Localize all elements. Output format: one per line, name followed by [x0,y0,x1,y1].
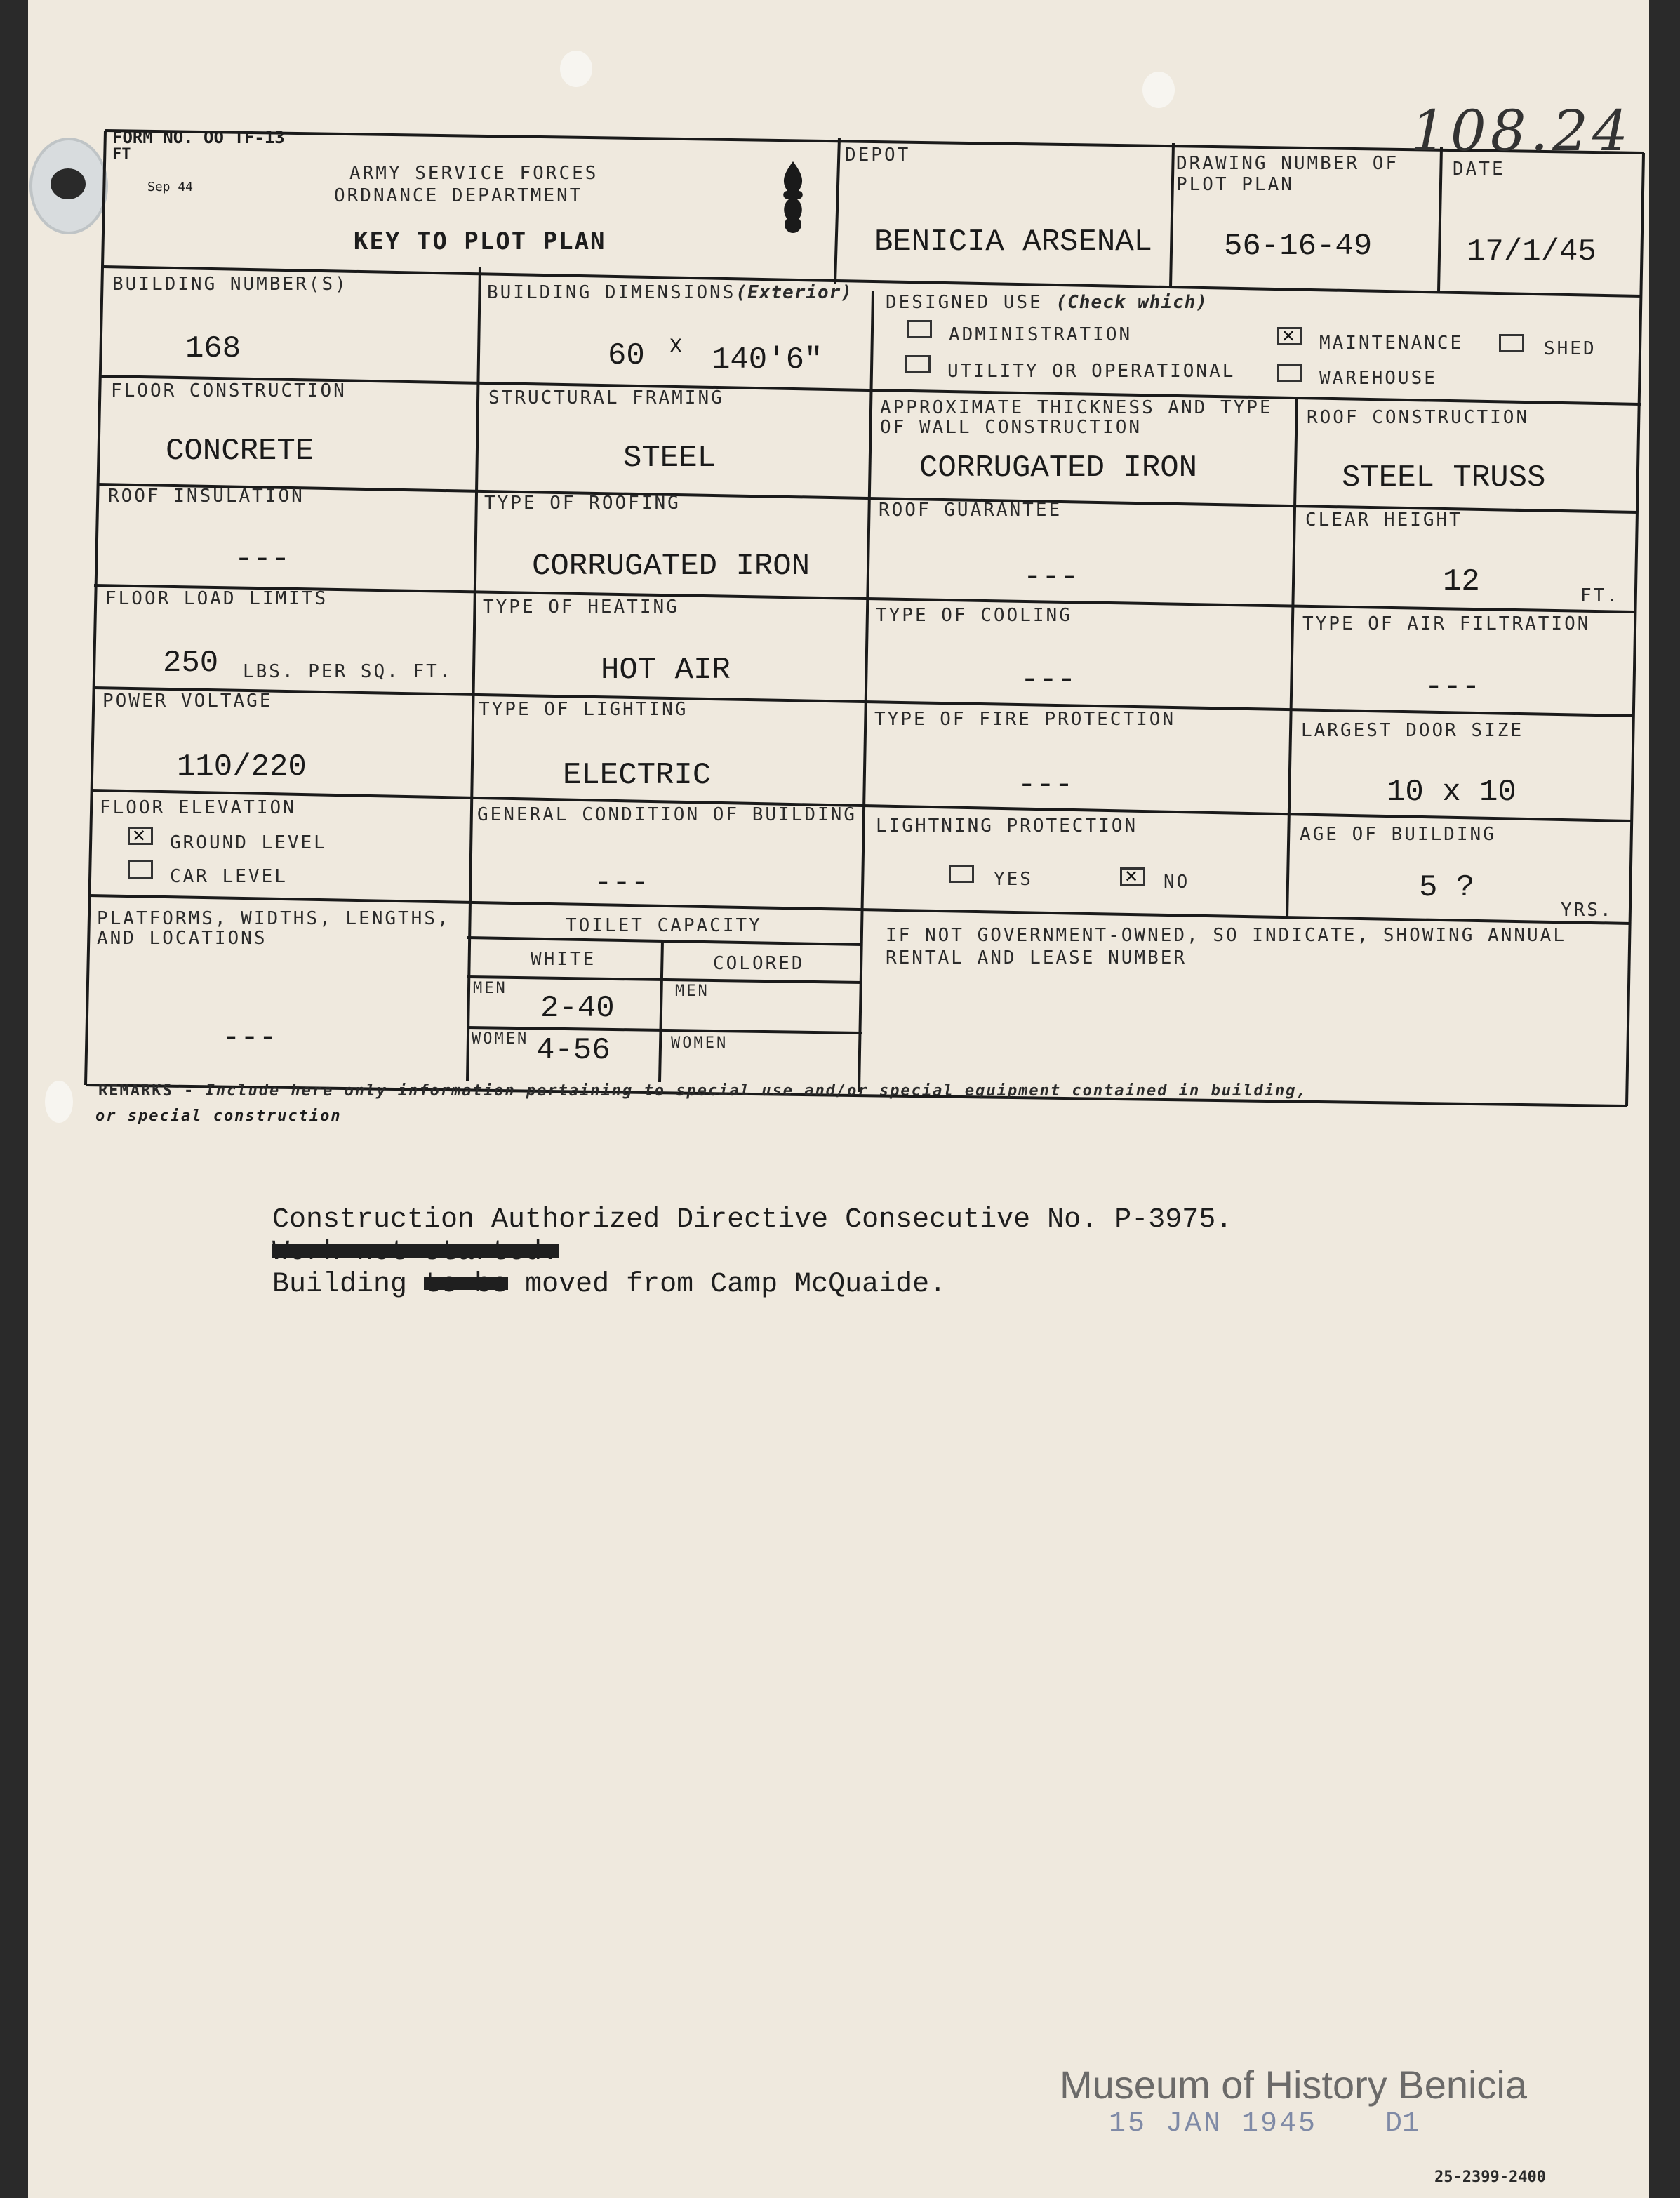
department: ORDNANCE DEPARTMENT [334,185,583,206]
age-unit: YRS. [1561,900,1613,921]
cooling-label: TYPE OF COOLING [876,605,1072,626]
lighting-value: ELECTRIC [563,758,712,793]
lighting-label: TYPE OF LIGHTING [479,699,688,720]
clear-height-label: CLEAR HEIGHT [1305,509,1462,531]
building-number-label: BUILDING NUMBER(S) [112,274,348,295]
fire-protection-label: TYPE OF FIRE PROTECTION [874,709,1176,730]
age-value: 5 ? [1419,870,1475,905]
general-condition-label: GENERAL CONDITION OF BUILDING [477,804,857,825]
toilet-colored-women-label: WOMEN [671,1034,728,1052]
floor-load-label: FLOOR LOAD LIMITS [105,588,328,609]
checkbox-lightning-no[interactable] [1120,867,1145,886]
cooling-value: --- [1020,662,1076,698]
toilet-colored-men-label: MEN [675,983,709,1000]
floor-elevation-label: FLOOR ELEVATION [100,797,296,818]
receipt-stamp-date: 15 JAN 1945 [1109,2108,1318,2140]
drawing-label: DRAWING NUMBER OF [1176,153,1399,174]
checkbox-car-level[interactable] [128,860,153,879]
remarks-line-2 [272,1237,559,1268]
ordnance-bomb-icon [779,160,807,234]
remarks-label: REMARKS - Include here only information pertaining to special use and/or special equipment contained in building, [98,1082,1307,1100]
power-voltage-value: 110/220 [177,750,307,785]
depot-label: DEPOT [845,145,911,166]
toilet-white-women-value: 4-56 [536,1033,611,1068]
wall-construction-label: APPROXIMATE THICKNESS AND TYPE [880,397,1273,418]
use-maintenance: MAINTENANCE [1319,333,1464,354]
use-administration: ADMINISTRATION [949,324,1133,345]
date-value: 17/1/45 [1467,234,1596,269]
air-filtration-label: TYPE OF AIR FILTRATION [1302,613,1591,634]
lease-label: IF NOT GOVERNMENT-OWNED, SO INDICATE, SHOWING ANNUAL [886,925,1566,946]
checkbox-administration[interactable] [907,320,932,338]
lightning-no: NO [1164,872,1190,893]
roof-insulation-value: --- [234,542,291,577]
power-voltage-label: POWER VOLTAGE [102,691,273,712]
use-utility: UTILITY OR OPERATIONAL [947,361,1236,382]
car-level: CAR LEVEL [170,866,288,887]
form-title: KEY TO PLOT PLAN [354,227,606,255]
lightning-yes: YES [994,869,1033,890]
age-label: AGE OF BUILDING [1300,824,1496,845]
wall-construction-label-2: OF WALL CONSTRUCTION [880,417,1142,438]
roof-guarantee-value: --- [1023,560,1079,595]
roofing-value: CORRUGATED IRON [532,549,811,584]
use-warehouse: WAREHOUSE [1319,368,1437,389]
receipt-stamp-code: D1 [1385,2108,1420,2140]
building-number-value: 168 [185,331,241,366]
remarks-line-1: Construction Authorized Directive Consecutive No. P-3975. [272,1204,1233,1236]
date-label: DATE [1453,159,1505,180]
fire-protection-value: --- [1018,768,1074,803]
floor-construction-value: CONCRETE [166,434,314,469]
handwritten-number: 108.24 [1411,98,1632,164]
checkbox-utility[interactable] [905,355,931,373]
clear-height-unit: FT. [1580,585,1620,606]
depot-value: BENICIA ARSENAL [874,225,1153,260]
roof-insulation-label: ROOF INSULATION [108,486,305,507]
roofing-label: TYPE OF ROOFING [484,493,681,514]
general-condition-value: --- [594,866,650,901]
checkbox-shed[interactable] [1499,334,1524,352]
air-filtration-value: --- [1425,670,1481,705]
dimensions-width: 60 [608,338,645,373]
struck-text [272,1237,559,1268]
door-size-value: 10 x 10 [1387,775,1516,810]
floor-load-unit: LBS. PER SQ. FT. [243,661,453,682]
wall-construction-value: CORRUGATED IRON [919,451,1198,486]
toilet-white-men-value: 2-40 [540,991,615,1026]
door-size-label: LARGEST DOOR SIZE [1301,720,1524,741]
clear-height-value: 12 [1443,564,1480,599]
ground-level: GROUND LEVEL [170,832,327,853]
toilet-white-men-label: MEN [473,980,507,997]
form-number: FORM NO. OO TF-13 [112,128,285,147]
structural-framing-label: STRUCTURAL FRAMING [488,387,724,408]
watermark: Museum of History Benicia [1060,2063,1528,2107]
remarks-label-2: or special construction [95,1107,342,1125]
remarks-line-3: Building moved from Camp McQuaide. [272,1269,947,1300]
floor-load-value: 250 [163,646,219,681]
platforms-value: --- [222,1020,278,1055]
drawing-label-2: PLOT PLAN [1176,174,1294,195]
form-date: Sep 44 [147,180,194,194]
agency: ARMY SERVICE FORCES [349,163,599,184]
use-shed: SHED [1544,338,1596,359]
heating-value: HOT AIR [601,653,731,688]
dimensions-length: 140'6" [712,342,823,378]
roof-construction-value: STEEL TRUSS [1342,460,1546,495]
floor-construction-label: FLOOR CONSTRUCTION [111,380,347,401]
roof-construction-label: ROOF CONSTRUCTION [1307,407,1530,428]
lease-label-2: RENTAL AND LEASE NUMBER [886,947,1187,968]
drawing-value: 56-16-49 [1224,229,1373,264]
platforms-label-2: AND LOCATIONS [97,928,267,949]
toilet-capacity-label: TOILET CAPACITY [566,915,762,936]
checkbox-warehouse[interactable] [1277,364,1302,382]
dimensions-x: X [669,335,683,359]
heating-label: TYPE OF HEATING [483,597,679,618]
toilet-colored-label: COLORED [713,953,805,974]
structural-framing-value: STEEL [623,441,716,476]
checkbox-ground-level[interactable] [128,827,153,845]
footer-code: 25-2399-2400 [1434,2169,1546,2186]
toilet-white-label: WHITE [531,949,596,970]
toilet-white-women-label: WOMEN [472,1030,529,1048]
form-sub: FT [112,146,131,164]
struck-text [424,1269,508,1300]
platforms-label: PLATFORMS, WIDTHS, LENGTHS, [97,908,451,929]
checkbox-lightning-yes[interactable] [949,865,974,883]
lightning-label: LIGHTNING PROTECTION [876,815,1138,837]
designed-use-label: DESIGNED USE (Check which) [886,292,1208,313]
roof-guarantee-label: ROOF GUARANTEE [879,500,1062,521]
dimensions-label: BUILDING DIMENSIONS(Exterior) [487,282,853,303]
checkbox-maintenance[interactable] [1277,327,1302,345]
